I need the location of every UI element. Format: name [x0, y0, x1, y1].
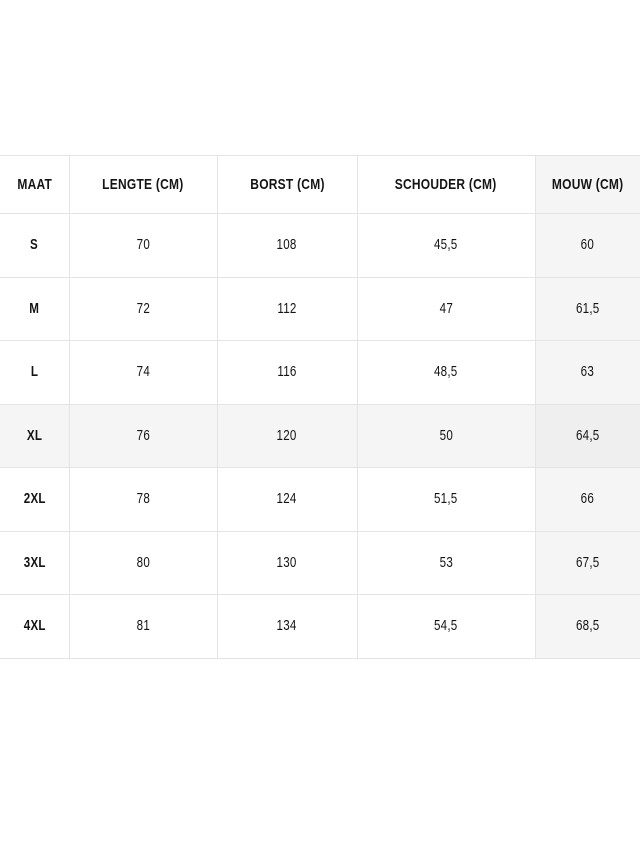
- size-cell: [0, 341, 69, 405]
- mouw-cell: [535, 468, 640, 532]
- schouder-value: 45,5: [434, 237, 458, 254]
- schouder-cell: [357, 341, 535, 405]
- schouder-cell: [357, 277, 535, 341]
- borst-cell: [217, 468, 357, 532]
- table-row-xl-highlighted: [0, 404, 640, 468]
- mouw-value: 60: [581, 237, 595, 254]
- lengte-cell: [69, 277, 217, 341]
- borst-value: 120: [276, 427, 298, 444]
- schouder-value: 48,5: [434, 364, 458, 381]
- mouw-value: 64,5: [575, 427, 600, 444]
- lengte-cell: [69, 214, 217, 278]
- lengte-cell: [69, 341, 217, 405]
- column-header-schouder-label: SCHOUDER (CM): [395, 175, 497, 193]
- borst-value: 116: [277, 364, 297, 381]
- column-header-schouder: [357, 156, 535, 214]
- mouw-value: 61,5: [575, 300, 600, 317]
- lengte-cell: [69, 531, 217, 595]
- size-value: S: [30, 237, 39, 254]
- schouder-value: 53: [439, 554, 453, 571]
- borst-cell: [217, 341, 357, 405]
- column-header-lengte: [69, 156, 217, 214]
- size-value: M: [29, 300, 40, 317]
- schouder-cell: [357, 468, 535, 532]
- lengte-value: 81: [136, 618, 150, 635]
- size-chart-header: [0, 156, 640, 214]
- lengte-value: 74: [136, 364, 150, 381]
- borst-cell: [217, 214, 357, 278]
- mouw-cell: [535, 214, 640, 278]
- borst-cell: [217, 595, 357, 659]
- schouder-value: 54,5: [434, 618, 458, 635]
- mouw-cell: [535, 404, 640, 468]
- column-header-mouw: [535, 156, 640, 214]
- lengte-value: 80: [136, 554, 150, 571]
- size-chart-body: [0, 214, 640, 659]
- borst-value: 134: [276, 618, 298, 635]
- mouw-cell: [535, 531, 640, 595]
- lengte-value: 72: [136, 300, 150, 317]
- size-value: 3XL: [23, 554, 46, 571]
- table-row-4xl: [0, 595, 640, 659]
- table-row-3xl: [0, 531, 640, 595]
- mouw-value: 68,5: [575, 618, 600, 635]
- size-value: L: [30, 364, 38, 381]
- mouw-cell: [535, 277, 640, 341]
- mouw-value: 67,5: [575, 554, 600, 571]
- table-row-l: [0, 341, 640, 405]
- borst-value: 112: [277, 300, 297, 317]
- borst-value: 108: [276, 237, 298, 254]
- mouw-value: 63: [581, 364, 595, 381]
- column-header-borst: [217, 156, 357, 214]
- size-cell: [0, 531, 69, 595]
- size-cell: [0, 214, 69, 278]
- mouw-value: 66: [581, 491, 595, 508]
- mouw-cell: [535, 595, 640, 659]
- borst-value: 124: [276, 491, 298, 508]
- schouder-cell: [357, 404, 535, 468]
- lengte-value: 76: [136, 427, 150, 444]
- size-value: 4XL: [23, 618, 46, 635]
- size-value: XL: [26, 427, 42, 444]
- column-header-borst-label: BORST (CM): [249, 175, 325, 193]
- schouder-cell: [357, 531, 535, 595]
- column-header-mouw-label: MOUW (CM): [552, 175, 624, 193]
- header-row: [0, 156, 640, 214]
- lengte-value: 78: [136, 491, 150, 508]
- size-cell: [0, 277, 69, 341]
- schouder-cell: [357, 214, 535, 278]
- borst-value: 130: [276, 554, 298, 571]
- lengte-cell: [69, 404, 217, 468]
- lengte-value: 70: [136, 237, 150, 254]
- table-row-m: [0, 277, 640, 341]
- column-header-maat: [0, 156, 69, 214]
- size-value: 2XL: [23, 491, 46, 508]
- borst-cell: [217, 404, 357, 468]
- column-header-lengte-label: LENGTE (CM): [102, 175, 184, 193]
- mouw-cell: [535, 341, 640, 405]
- schouder-value: 50: [439, 427, 453, 444]
- column-header-maat-label: MAAT: [16, 175, 52, 193]
- table-row-s: [0, 214, 640, 278]
- table-row-2xl: [0, 468, 640, 532]
- size-cell: [0, 595, 69, 659]
- size-chart-table: [0, 155, 640, 659]
- borst-cell: [217, 531, 357, 595]
- size-cell: [0, 468, 69, 532]
- borst-cell: [217, 277, 357, 341]
- size-cell: [0, 404, 69, 468]
- schouder-value: 47: [439, 300, 453, 317]
- schouder-value: 51,5: [434, 491, 458, 508]
- lengte-cell: [69, 595, 217, 659]
- schouder-cell: [357, 595, 535, 659]
- lengte-cell: [69, 468, 217, 532]
